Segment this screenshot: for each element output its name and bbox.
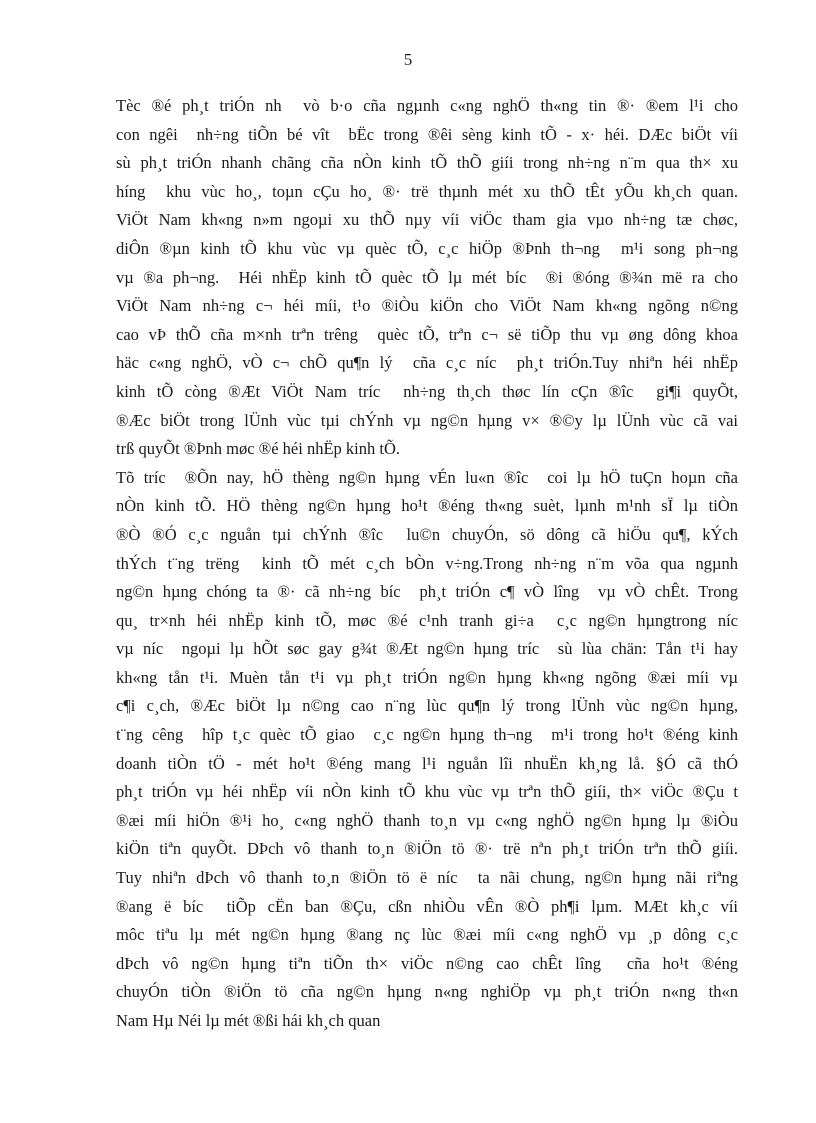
text-line: nÒn kinh tÕ. HÖ thèng ng©n hµng ho¹t ®éng th«ng suèt, lµnh m¹nh sÏ lµ tiÒn: [116, 496, 738, 516]
text-line: Tuy nhiªn dÞch vô thanh to¸n ®iÖn tö ë níc ta nãi chung, ng©n hµng nãi riªng: [116, 868, 738, 888]
text-line: ®ang ë bíc tiÕp cËn ban ®Çu, cßn nhiÒu vÊn ®Ò ph¶i lµm. MÆt kh¸c víi: [116, 896, 738, 916]
body-text: [116, 92, 738, 1036]
text-line: ph¸t triÓn vµ héi nhËp víi nÒn kinh tÕ khu vùc vµ trªn thÕ giíi, th× viÖc ®Çu t: [116, 782, 738, 802]
text-line: qu¸ tr×nh héi nhËp kinh tÕ, møc ®é c¹nh tranh gi÷a c¸c ng©n hµngtrong níc: [116, 610, 738, 630]
text-line: Tèc ®é ph¸t triÓn nh vò b·o cña ngµnh c«ng nghÖ th«ng tin ®· ®em l¹i cho: [116, 96, 738, 115]
text-line: ®æi míi hiÖn ®¹i ho¸ c«ng nghÖ thanh to¸n vµ c«ng nghÖ ng©n hµng lµ ®iÒu: [116, 810, 738, 830]
text-line: t¨ng cêng hîp t¸c quèc tÕ giao c¸c ng©n hµng th¬ng m¹i trong ho¹t ®éng kinh: [116, 725, 738, 745]
text-line: kh«ng tån t¹i. Muèn tån t¹i vµ ph¸t triÓn ng©n hµng kh«ng ngõng ®æi míi vµ: [116, 667, 738, 687]
text-line: híng khu vùc ho¸, toµn cÇu ho¸ ®· trë thµnh mét xu thÕ tÊt yÕu kh¸ch quan.: [116, 181, 738, 201]
text-line: doanh tiÒn tÖ - mét ho¹t ®éng mang l¹i nguån lîi nhuËn kh¸ng lå. §Ó cã thÓ: [116, 753, 738, 773]
text-line: diÔn ®µn kinh tÕ khu vùc vµ quèc tÕ, c¸c hiÖp ®Þnh th¬ng m¹i song ph¬ng: [116, 238, 738, 258]
paragraph-1: [116, 92, 738, 464]
text-line: cao vÞ thÕ cña m×nh trªn trêng quèc tÕ, trªn c¬ së tiÕp thu vµ øng dông khoa: [116, 324, 738, 344]
text-line: Nam Hµ Néi lµ mét ®ßi hái kh¸ch quan: [116, 1011, 381, 1030]
text-line: thÝch t¨ng trëng kinh tÕ mét c¸ch bÒn v÷ng.Trong nh÷ng n¨m võa qua ngµnh: [116, 553, 738, 573]
text-line: ®Ò ®Ó c¸c nguån tµi chÝnh ®îc lu©n chuyÓn, sö dông cã hiÖu qu¶, kÝch: [116, 524, 738, 544]
text-line: môc tiªu lµ mét ng©n hµng ®ang nç lùc ®æi míi c«ng nghÖ vµ ¸p dông c¸c: [116, 925, 738, 945]
text-line: ng©n hµng chóng ta ®· cã nh÷ng bíc ph¸t triÓn c¶ vÒ lîng vµ vÒ chÊt. Trong: [116, 582, 738, 602]
text-line: sù ph¸t triÓn nhanh chãng cña nÒn kinh tÕ thÕ giíi trong nh÷ng n¨m qua th× xu: [116, 153, 738, 173]
text-line: kiÖn tiªn quyÕt. DÞch vô thanh to¸n ®iÖn tö ®· trë nªn ph¸t triÓn trªn thÕ giíi.: [116, 839, 738, 859]
text-line: vµ níc ngoµi lµ hÕt søc gay g¾t ®Æt ng©n hµng tríc sù lùa chän: Tån t¹i hay: [116, 639, 738, 659]
text-line: chuyÓn tiÒn ®iÖn tö cña ng©n hµng n«ng nghiÖp vµ ph¸t triÓn n«ng th«n: [116, 982, 738, 1002]
text-line: dÞch vô ng©n hµng tiªn tiÕn th× viÖc n©ng cao chÊt lîng cña ho¹t ®éng: [116, 953, 738, 973]
text-line: con ngêi nh÷ng tiÕn bé vît bËc trong ®êi sèng kinh tÕ - x· héi. DÆc biÖt víi: [116, 124, 738, 144]
text-line: vµ ®a ph¬ng. Héi nhËp kinh tÕ quèc tÕ lµ mét bíc ®i ®óng ®¾n më ra cho: [116, 267, 738, 287]
paragraph-2: [116, 464, 738, 1036]
text-line: ViÖt Nam nh÷ng c¬ héi míi, t¹o ®iÒu kiÖn cho ViÖt Nam kh«ng ngõng n©ng: [116, 296, 738, 316]
page-number: 5: [403, 50, 413, 69]
text-line: häc c«ng nghÖ, vÒ c¬ chÕ qu¶n lý cña c¸c níc ph¸t triÓn.Tuy nhiªn héi nhËp: [116, 353, 738, 373]
text-line: Tõ tríc ®Õn nay, hÖ thèng ng©n hµng vÉn lu«n ®îc coi lµ hÖ tuÇn hoµn cña: [116, 467, 738, 487]
text-line: trß quyÕt ®Þnh møc ®é héi nhËp kinh tÕ.: [116, 439, 401, 459]
text-line: kinh tÕ còng ®Æt ViÖt Nam tríc nh÷ng th¸ch thøc lín cÇn ®îc gi¶i quyÕt,: [116, 381, 738, 401]
text-line: ViÖt Nam kh«ng n»m ngoµi xu thÕ nµy víi viÖc tham gia vµo nh÷ng tæ chøc,: [116, 210, 738, 230]
text-line: c¶i c¸ch, ®Æc biÖt lµ n©ng cao n¨ng lùc qu¶n lý trong lÜnh vùc ng©n hµng,: [116, 696, 738, 716]
text-line: ®Æc biÖt trong lÜnh vùc tµi chÝnh vµ ng©n hµng v× ®©y lµ lÜnh vùc cã vai: [116, 410, 738, 430]
